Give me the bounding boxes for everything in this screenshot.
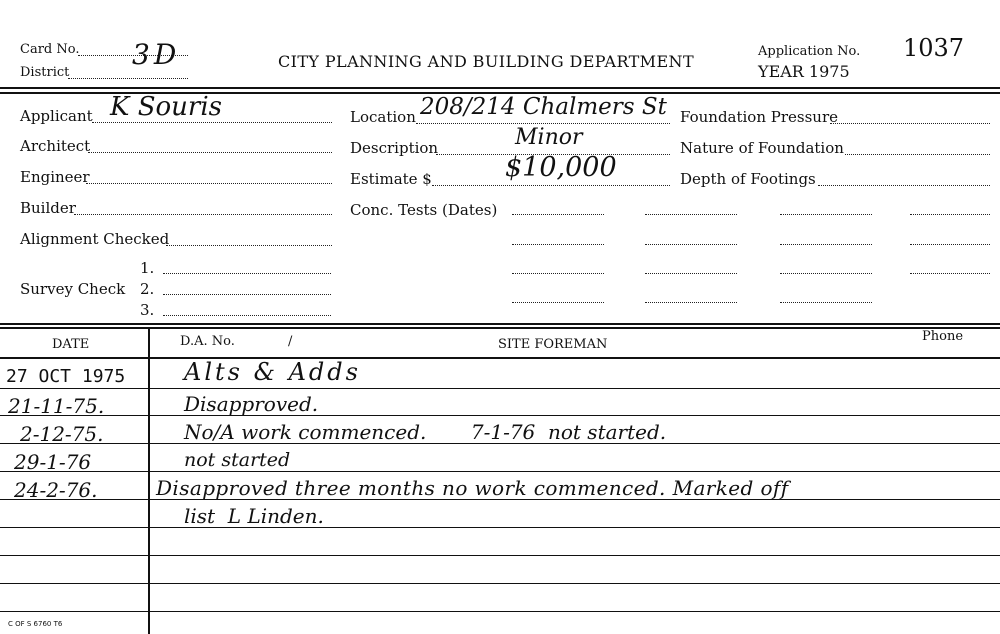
nature-foundation-line (845, 154, 990, 155)
site-foreman-header: SITE FOREMAN (498, 337, 608, 352)
foundation-pressure-line (830, 123, 990, 124)
location-line (416, 123, 670, 124)
applicant-label: Applicant (20, 107, 93, 125)
conc-line-r3c2 (645, 273, 737, 274)
conc-line-r2c2 (645, 244, 737, 245)
application-no-value: 1037 (903, 34, 965, 62)
log-text: Disapproved three months no work commenced. Marked off (156, 476, 789, 500)
row-rule-1 (0, 388, 1000, 389)
conc-line-r1c1 (512, 214, 604, 215)
conc-line-r1c2 (645, 214, 737, 215)
form-code: C OF S 6760 T6 (8, 620, 63, 628)
survey-1-line (163, 273, 331, 274)
architect-label: Architect (20, 137, 91, 155)
department-title: CITY PLANNING AND BUILDING DEPARTMENT (278, 52, 695, 71)
conc-line-r4c3 (780, 302, 872, 303)
row-rule-2 (0, 415, 1000, 416)
survey-2-line (163, 294, 331, 295)
estimate-value: $10,000 (505, 152, 617, 183)
depth-footings-label: Depth of Footings (680, 170, 816, 188)
log-date: 29-1-76 (14, 450, 92, 474)
alignment-line (166, 245, 332, 246)
date-column-divider (148, 327, 150, 634)
log-date: 24-2-76. (14, 478, 98, 502)
estimate-label: Estimate $ (350, 170, 432, 188)
card-no-value: 3D (132, 38, 181, 71)
right-extra-line-2 (910, 244, 990, 245)
da-slash: / (288, 334, 293, 349)
survey-2: 2. (140, 280, 155, 298)
survey-3: 3. (140, 301, 155, 319)
row-rule-9 (0, 611, 1000, 612)
row-rule-6 (0, 527, 1000, 528)
log-header-rule (0, 357, 1000, 359)
row-rule-8 (0, 583, 1000, 584)
right-extra-line-1 (910, 214, 990, 215)
conc-line-r3c1 (512, 273, 604, 274)
engineer-label: Engineer (20, 168, 90, 186)
description-label: Description (350, 139, 439, 157)
engineer-line (86, 183, 332, 184)
conc-line-r2c3 (780, 244, 872, 245)
conc-line-r3c3 (780, 273, 872, 274)
applicant-value: K Souris (110, 92, 222, 122)
survey-1: 1. (140, 259, 155, 277)
log-date: 27 OCT 1975 (6, 366, 126, 387)
alignment-label: Alignment Checked (20, 230, 170, 248)
location-value: 208/214 Chalmers St (420, 94, 667, 120)
log-text: Disapproved. (184, 392, 319, 416)
year-label: YEAR 1975 (758, 62, 850, 81)
description-value: Minor (515, 125, 583, 150)
right-extra-line-3 (910, 273, 990, 274)
survey-3-line (163, 315, 331, 316)
conc-tests-label: Conc. Tests (Dates) (350, 201, 498, 219)
row-rule-4 (0, 471, 1000, 472)
survey-check-label: Survey Check (20, 280, 126, 298)
card-no-label: Card No. (20, 42, 80, 57)
log-text: list L Linden. (184, 504, 324, 528)
estimate-line (432, 185, 670, 186)
log-text: No/A work commenced. 7-1-76 not started. (184, 420, 667, 444)
log-text: not started (184, 449, 291, 471)
application-no-label: Application No. (758, 44, 861, 59)
log-date: 2-12-75. (20, 422, 104, 446)
log-date: 21-11-75. (8, 394, 105, 418)
log-top-rule-1 (0, 323, 1000, 325)
conc-line-r1c3 (780, 214, 872, 215)
depth-footings-line (818, 185, 990, 186)
foundation-pressure-label: Foundation Pressure (680, 108, 839, 126)
date-header: DATE (52, 337, 90, 352)
log-top-rule-2 (0, 327, 1000, 329)
builder-label: Builder (20, 199, 76, 217)
log-text: Alts & Adds (184, 358, 361, 386)
nature-foundation-label: Nature of Foundation (680, 139, 844, 157)
architect-line (88, 152, 332, 153)
phone-header: Phone (922, 329, 964, 344)
conc-line-r4c1 (512, 302, 604, 303)
row-rule-7 (0, 555, 1000, 556)
district-line (68, 78, 188, 79)
conc-line-r4c2 (645, 302, 737, 303)
builder-line (74, 214, 332, 215)
header-rule-1 (0, 87, 1000, 89)
da-no-header: D.A. No. (180, 334, 235, 349)
applicant-line (92, 122, 332, 123)
location-label: Location (350, 108, 416, 126)
conc-line-r2c1 (512, 244, 604, 245)
district-label: District (20, 65, 70, 80)
